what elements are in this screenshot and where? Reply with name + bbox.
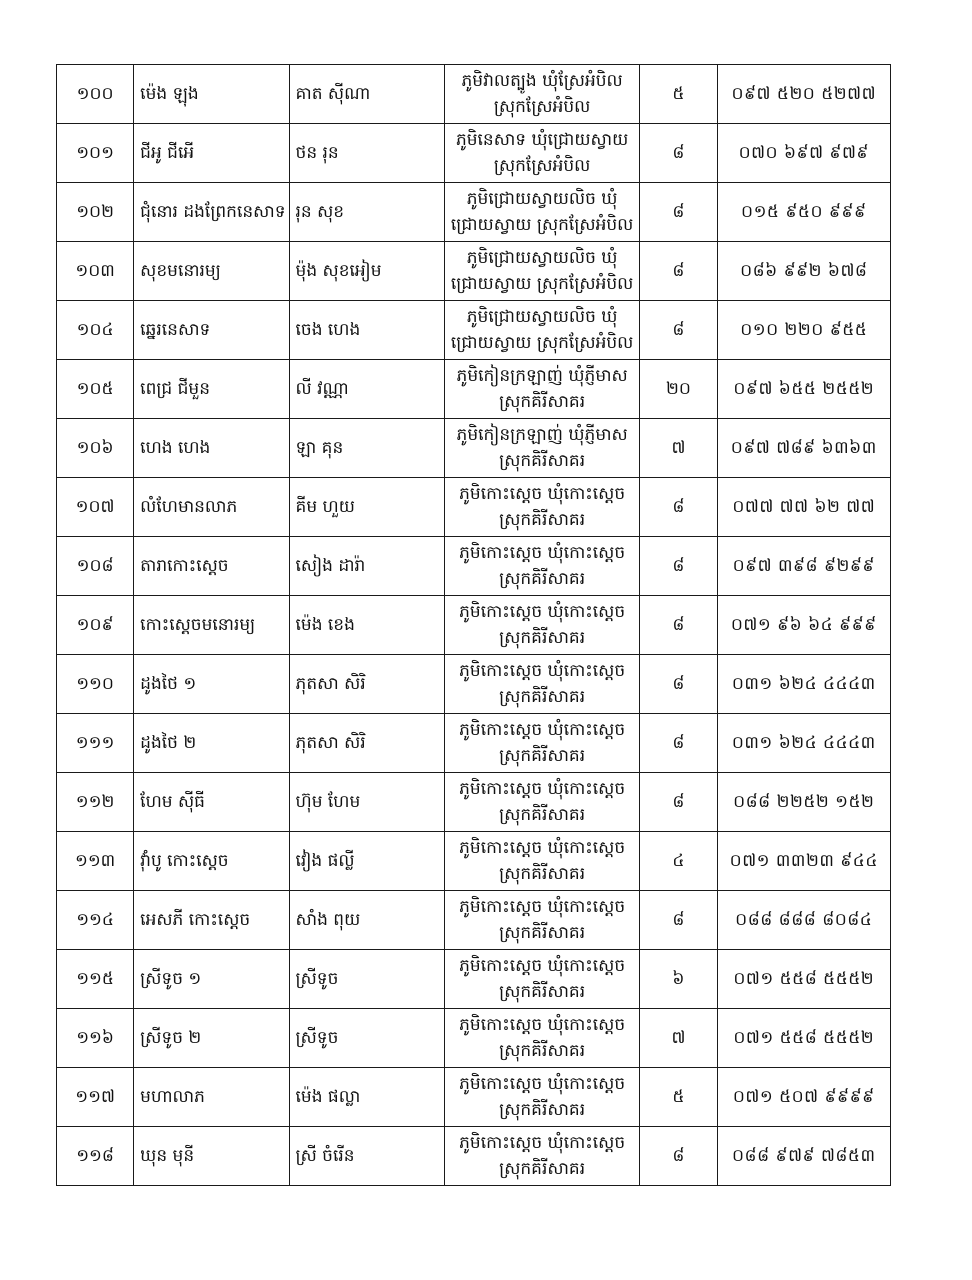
table-row <box>57 596 891 655</box>
phone-number: ០៨៨ ៨៨៨ ៨០៨៤ <box>717 891 890 950</box>
room-count: ៨ <box>640 301 717 360</box>
room-count: ៨ <box>640 183 717 242</box>
room-count: ៧ <box>640 419 717 478</box>
address-line-2: ស្រុកស្រែអំបិល <box>493 97 591 117</box>
address-line-2: ស្រុកគិរីសាគរ <box>499 864 586 884</box>
business-name: ដូងថៃ ២ <box>134 714 289 773</box>
owner-name: ភុតសា សិរិ <box>289 714 444 773</box>
address-cell <box>444 537 639 596</box>
address-cell <box>444 1009 639 1068</box>
address-line-2: ស្រុកគិរីសាគរ <box>499 1159 586 1179</box>
row-number: ១១១ <box>57 714 134 773</box>
phone-number: ០៧១ ៥៥៨ ៥៥៥២ <box>717 1009 890 1068</box>
address-line-1: ភូមិកៀនក្រឡាញ់ ឃុំភ្ញីមាស <box>456 366 628 386</box>
room-count: ៥ <box>640 65 717 124</box>
address-line-1: ភូមិជ្រោយស្វាយលិច ឃុំ <box>466 189 618 209</box>
row-number: ១០០ <box>57 65 134 124</box>
business-name: ឃុន មុនី <box>134 1127 289 1186</box>
address-line-2: ស្រុកគិរីសាគរ <box>499 1041 586 1061</box>
room-count: ៨ <box>640 1127 717 1186</box>
address-cell <box>444 1127 639 1186</box>
address-line-1: ភូមិកោះស្តេច ឃុំកោះស្តេច <box>459 956 626 976</box>
address-cell <box>444 124 639 183</box>
address-line-1: ភូមិកោះស្តេច ឃុំកោះស្តេច <box>459 602 626 622</box>
address-line-2: ជ្រោយស្វាយ ស្រុកស្រែអំបិល <box>450 333 634 353</box>
business-name: សុខមនោរម្យ <box>134 242 289 301</box>
table-row <box>57 478 891 537</box>
row-number: ១០៦ <box>57 419 134 478</box>
address-line-2: ស្រុកគិរីសាគរ <box>499 1100 586 1120</box>
business-name: អេសភី កោះស្តេច <box>134 891 289 950</box>
phone-number: ០៩៧ ៧៨៩ ៦៣៦៣ <box>717 419 890 478</box>
row-number: ១១២ <box>57 773 134 832</box>
phone-number: ០៣១ ៦២៤ ៤៤៤៣ <box>717 714 890 773</box>
address-cell <box>444 65 639 124</box>
address-line-1: ភូមិកោះស្តេច ឃុំកោះស្តេច <box>459 1133 626 1153</box>
room-count: ៨ <box>640 537 717 596</box>
row-number: ១១៨ <box>57 1127 134 1186</box>
address-cell <box>444 950 639 1009</box>
address-cell <box>444 478 639 537</box>
address-line-2: ស្រុកគិរីសាគរ <box>499 982 586 1002</box>
table-row <box>57 301 891 360</box>
room-count: ៨ <box>640 655 717 714</box>
business-name: ស្រីទូច ២ <box>134 1009 289 1068</box>
row-number: ១០៣ <box>57 242 134 301</box>
room-count: ៨ <box>640 891 717 950</box>
phone-number: ០៧១ ៣៣២៣ ៩៤៤ <box>717 832 890 891</box>
business-name: ឆ្នេរនេសាទ <box>134 301 289 360</box>
room-count: ៤ <box>640 832 717 891</box>
address-line-2: ស្រុកគិរីសាគរ <box>499 746 586 766</box>
address-cell <box>444 183 639 242</box>
business-name: កោះស្តេចមនោរម្យ <box>134 596 289 655</box>
business-name: ហែម ស៊ីធី <box>134 773 289 832</box>
room-count: ៦ <box>640 950 717 1009</box>
phone-number: ០៧០ ៦៩៧ ៩៧៩ <box>717 124 890 183</box>
business-name: ពេជ្រ ជីមួន <box>134 360 289 419</box>
table-body <box>57 65 891 1186</box>
address-line-2: ស្រុកគិរីសាគរ <box>499 510 586 530</box>
address-line-2: ស្រុកគិរីសាគរ <box>499 628 586 648</box>
table-row <box>57 714 891 773</box>
address-line-1: ភូមិកោះស្តេច ឃុំកោះស្តេច <box>459 661 626 681</box>
address-line-1: ភូមិនេសាទ ឃុំជ្រោយស្វាយ <box>455 130 629 150</box>
address-cell <box>444 773 639 832</box>
owner-name: វៀង ផល្លី <box>289 832 444 891</box>
table-row <box>57 773 891 832</box>
table-row <box>57 1127 891 1186</box>
room-count: ៨ <box>640 714 717 773</box>
address-line-2: ស្រុកគិរីសាគរ <box>499 687 586 707</box>
room-count: ៧ <box>640 1009 717 1068</box>
phone-number: ០៩៧ ៥២០ ៥២៧៧ <box>717 65 890 124</box>
address-line-2: ស្រុកគិរីសាគរ <box>499 923 586 943</box>
row-number: ១១៣ <box>57 832 134 891</box>
address-cell <box>444 242 639 301</box>
owner-name: សាំង ពុយ <box>289 891 444 950</box>
address-line-1: ភូមិកោះស្តេច ឃុំកោះស្តេច <box>459 720 626 740</box>
owner-name: ស្រីទូច <box>289 950 444 1009</box>
address-cell <box>444 832 639 891</box>
address-line-1: ភូមិកោះស្តេច ឃុំកោះស្តេច <box>459 484 626 504</box>
row-number: ១១៦ <box>57 1009 134 1068</box>
owner-name: ម៉ុង សុខអៀម <box>289 242 444 301</box>
business-name: វ៉ាំបូ កោះស្តេច <box>134 832 289 891</box>
phone-number: ០១០ ២២០ ៩៥៥ <box>717 301 890 360</box>
address-cell <box>444 419 639 478</box>
guesthouse-table <box>56 64 891 1186</box>
row-number: ១០៩ <box>57 596 134 655</box>
owner-name: ថន រុន <box>289 124 444 183</box>
table-row <box>57 183 891 242</box>
business-name: ដូងថៃ ១ <box>134 655 289 714</box>
phone-number: ០១៥ ៩៥០ ៩៩៩ <box>717 183 890 242</box>
business-name: ជុំនោរ ដងព្រែកនេសាទ <box>134 183 289 242</box>
address-line-1: ភូមិវាលត្បូង ឃុំស្រែអំបិល <box>461 71 623 91</box>
owner-name: សៀង ដារ៉ា <box>289 537 444 596</box>
owner-name: ឡា គុន <box>289 419 444 478</box>
business-name: មហាលាភ <box>134 1068 289 1127</box>
address-line-1: ភូមិកោះស្តេច ឃុំកោះស្តេច <box>459 897 626 917</box>
business-name: ជីអូ ជីអើ <box>134 124 289 183</box>
table-row <box>57 950 891 1009</box>
table-row <box>57 124 891 183</box>
business-name: តារាកោះស្តេច <box>134 537 289 596</box>
table-row <box>57 65 891 124</box>
owner-name: ស្រី ចំរើន <box>289 1127 444 1186</box>
address-line-1: ភូមិកៀនក្រឡាញ់ ឃុំភ្ញីមាស <box>456 425 628 445</box>
address-line-1: ភូមិកោះស្តេច ឃុំកោះស្តេច <box>459 543 626 563</box>
address-line-1: ភូមិជ្រោយស្វាយលិច ឃុំ <box>466 307 618 327</box>
business-name: ស្រីទូច ១ <box>134 950 289 1009</box>
address-line-2: ស្រុកគិរីសាគរ <box>499 451 586 471</box>
address-line-1: ភូមិកោះស្តេច ឃុំកោះស្តេច <box>459 1015 626 1035</box>
room-count: ៥ <box>640 1068 717 1127</box>
phone-number: ០៧១ ៩៦ ៦៤ ៩៩៩ <box>717 596 890 655</box>
phone-number: ០៣១ ៦២៤ ៤៤៤៣ <box>717 655 890 714</box>
room-count: ៨ <box>640 242 717 301</box>
owner-name: ហ៊ុម ហែម <box>289 773 444 832</box>
room-count: ៨ <box>640 773 717 832</box>
address-cell <box>444 301 639 360</box>
owner-name: គាត ស៊ីណា <box>289 65 444 124</box>
table-row <box>57 537 891 596</box>
business-name: ម៉េង ឡុង <box>134 65 289 124</box>
row-number: ១០៧ <box>57 478 134 537</box>
row-number: ១១៥ <box>57 950 134 1009</box>
phone-number: ០៨៨ ៩៧៩ ៧៨៥៣ <box>717 1127 890 1186</box>
owner-name: គីម ហួយ <box>289 478 444 537</box>
room-count: ៨ <box>640 478 717 537</box>
address-line-1: ភូមិជ្រោយស្វាយលិច ឃុំ <box>466 248 618 268</box>
table-row <box>57 655 891 714</box>
table-row <box>57 360 891 419</box>
phone-number: ០៩៧ ៣៩៨ ៩២៩៩ <box>717 537 890 596</box>
address-cell <box>444 360 639 419</box>
room-count: ៨ <box>640 124 717 183</box>
table-row <box>57 832 891 891</box>
phone-number: ០៨៦ ៩៩២ ៦៧៨ <box>717 242 890 301</box>
row-number: ១០១ <box>57 124 134 183</box>
row-number: ១១០ <box>57 655 134 714</box>
room-count: ២០ <box>640 360 717 419</box>
owner-name: លី វណ្ណា <box>289 360 444 419</box>
row-number: ១១៤ <box>57 891 134 950</box>
row-number: ១០៤ <box>57 301 134 360</box>
owner-name: ម៉េង ខេង <box>289 596 444 655</box>
row-number: ១១៧ <box>57 1068 134 1127</box>
owner-name: ភុតសា សិរិ <box>289 655 444 714</box>
table-row <box>57 242 891 301</box>
business-name: ហេង ហេង <box>134 419 289 478</box>
table-row <box>57 1009 891 1068</box>
table-row <box>57 1068 891 1127</box>
row-number: ១០២ <box>57 183 134 242</box>
row-number: ១០៨ <box>57 537 134 596</box>
business-name: លំហែមានលាភ <box>134 478 289 537</box>
table-row <box>57 419 891 478</box>
phone-number: ០៧៧ ៧៧ ៦២ ៧៧ <box>717 478 890 537</box>
address-cell <box>444 714 639 773</box>
owner-name: រុន សុខ <box>289 183 444 242</box>
address-line-1: ភូមិកោះស្តេច ឃុំកោះស្តេច <box>459 779 626 799</box>
address-cell <box>444 1068 639 1127</box>
table-row <box>57 891 891 950</box>
owner-name: ចេង ហេង <box>289 301 444 360</box>
address-line-1: ភូមិកោះស្តេច ឃុំកោះស្តេច <box>459 838 626 858</box>
row-number: ១០៥ <box>57 360 134 419</box>
address-line-2: ស្រុកគិរីសាគរ <box>499 569 586 589</box>
address-line-2: ជ្រោយស្វាយ ស្រុកស្រែអំបិល <box>450 215 634 235</box>
address-line-2: ស្រុកគិរីសាគរ <box>499 805 586 825</box>
phone-number: ០៨៨ ២២៥២ ១៥២ <box>717 773 890 832</box>
phone-number: ០៩៧ ៦៥៥ ២៥៥២ <box>717 360 890 419</box>
phone-number: ០៧១ ៥០៧ ៩៩៩៩ <box>717 1068 890 1127</box>
phone-number: ០៧១ ៥៥៨ ៥៥៥២ <box>717 950 890 1009</box>
address-line-2: ស្រុកគិរីសាគរ <box>499 392 586 412</box>
address-line-2: ស្រុកស្រែអំបិល <box>493 156 591 176</box>
room-count: ៨ <box>640 596 717 655</box>
address-cell <box>444 655 639 714</box>
owner-name: ម៉េង ផល្លា <box>289 1068 444 1127</box>
address-cell <box>444 596 639 655</box>
address-line-2: ជ្រោយស្វាយ ស្រុកស្រែអំបិល <box>450 274 634 294</box>
owner-name: ស្រីទូច <box>289 1009 444 1068</box>
address-cell <box>444 891 639 950</box>
address-line-1: ភូមិកោះស្តេច ឃុំកោះស្តេច <box>459 1074 626 1094</box>
